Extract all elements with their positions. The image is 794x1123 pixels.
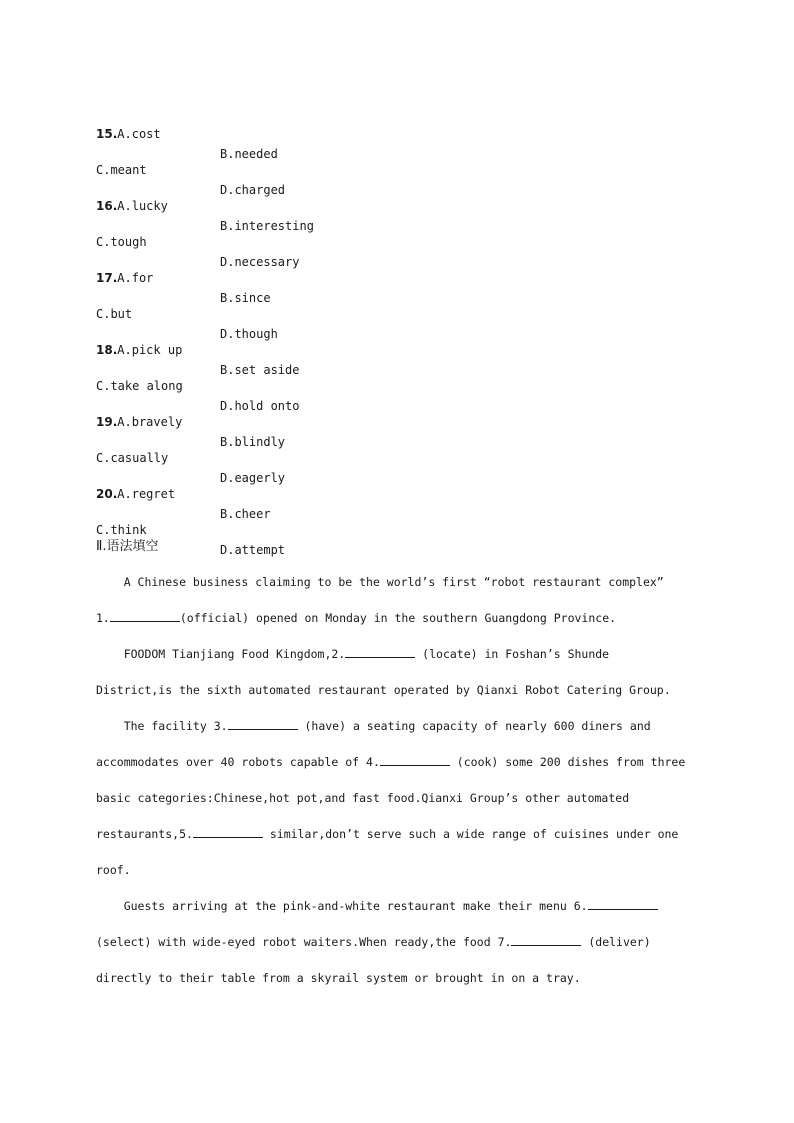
passage-line: basic categories:Chinese,hot pot,and fast food.Qianxi Group’s other automated <box>96 791 630 805</box>
option-a: A.for <box>117 271 154 285</box>
passage-text: restaurants,5. <box>96 827 193 841</box>
option-a: A.cost <box>117 127 161 141</box>
question-15-row-1 <box>96 104 278 161</box>
passage-line <box>96 932 696 952</box>
option-d: D.though <box>220 327 278 341</box>
option-c: C.casually <box>96 451 169 465</box>
passage-line <box>96 824 696 844</box>
passage-line <box>96 896 696 916</box>
question-number: 20. <box>96 487 118 501</box>
answer-blank-5[interactable] <box>193 825 263 838</box>
option-c: C.tough <box>96 235 147 249</box>
answer-blank-1[interactable] <box>110 609 180 622</box>
question-number: 16. <box>96 199 118 213</box>
passage-line: District,is the sixth automated restaurant operated by Qianxi Robot Catering Group. <box>96 683 671 697</box>
option-b: B.needed <box>220 147 278 161</box>
question-number: 15. <box>96 127 118 141</box>
passage-text: accommodates over 40 robots capable of 4. <box>96 755 380 769</box>
answer-blank-3[interactable] <box>228 717 298 730</box>
answer-blank-2[interactable] <box>345 645 415 658</box>
passage-text: The facility 3. <box>96 719 228 733</box>
answer-blank-6[interactable] <box>588 897 658 910</box>
blank-number: 1. <box>96 611 110 625</box>
option-d: D.hold onto <box>220 399 300 413</box>
option-b: B.set aside <box>220 363 300 377</box>
passage-text: (select) with wide-eyed robot waiters.When ready,the food 7. <box>96 935 512 949</box>
passage-text: (have) a seating capacity of nearly 600 diners and <box>297 719 651 733</box>
passage-text: (official) opened on Monday in the southern Guangdong Province. <box>179 611 617 625</box>
question-number: 18. <box>96 343 118 357</box>
option-c: C.meant <box>96 163 147 177</box>
passage-text: FOODOM Tianjiang Food Kingdom,2. <box>96 647 346 661</box>
option-b: B.cheer <box>220 507 271 521</box>
passage-line: directly to their table from a skyrail system or brought in on a tray. <box>96 971 581 985</box>
passage-text: Guests arriving at the pink-and-white restaurant make their menu 6. <box>96 899 588 913</box>
section-title: Ⅱ.语法填空 <box>96 539 159 554</box>
passage-line: roof. <box>96 863 131 877</box>
option-a: A.bravely <box>117 415 183 429</box>
passage-text: similar,don’t serve such a wide range of cuisines under one <box>262 827 679 841</box>
option-b: B.interesting <box>220 219 314 233</box>
answer-blank-7[interactable] <box>511 933 581 946</box>
option-d: D.necessary <box>220 255 300 269</box>
passage-text: (cook) some 200 dishes from three <box>449 755 686 769</box>
option-c: C.but <box>96 307 133 321</box>
option-c: C.take along <box>96 379 183 393</box>
question-number: 19. <box>96 415 118 429</box>
option-a: A.pick up <box>117 343 183 357</box>
passage-line <box>96 608 696 628</box>
option-b: B.blindly <box>220 435 286 449</box>
option-b: B.since <box>220 291 271 305</box>
passage-line <box>96 644 696 664</box>
option-d: D.eagerly <box>220 471 286 485</box>
option-d: D.attempt <box>220 543 286 557</box>
option-a: A.lucky <box>117 199 168 213</box>
option-a: A.regret <box>117 487 176 501</box>
passage-line: A Chinese business claiming to be the world’s first “robot restaurant complex” <box>96 575 664 589</box>
passage-text: (locate) in Foshan’s Shunde <box>415 647 610 661</box>
passage-line <box>96 752 696 772</box>
option-c: C.think <box>96 523 147 537</box>
answer-blank-4[interactable] <box>380 753 450 766</box>
question-number: 17. <box>96 271 118 285</box>
option-d: D.charged <box>220 183 286 197</box>
passage-text: (deliver) <box>581 935 651 949</box>
passage-line <box>96 716 696 736</box>
